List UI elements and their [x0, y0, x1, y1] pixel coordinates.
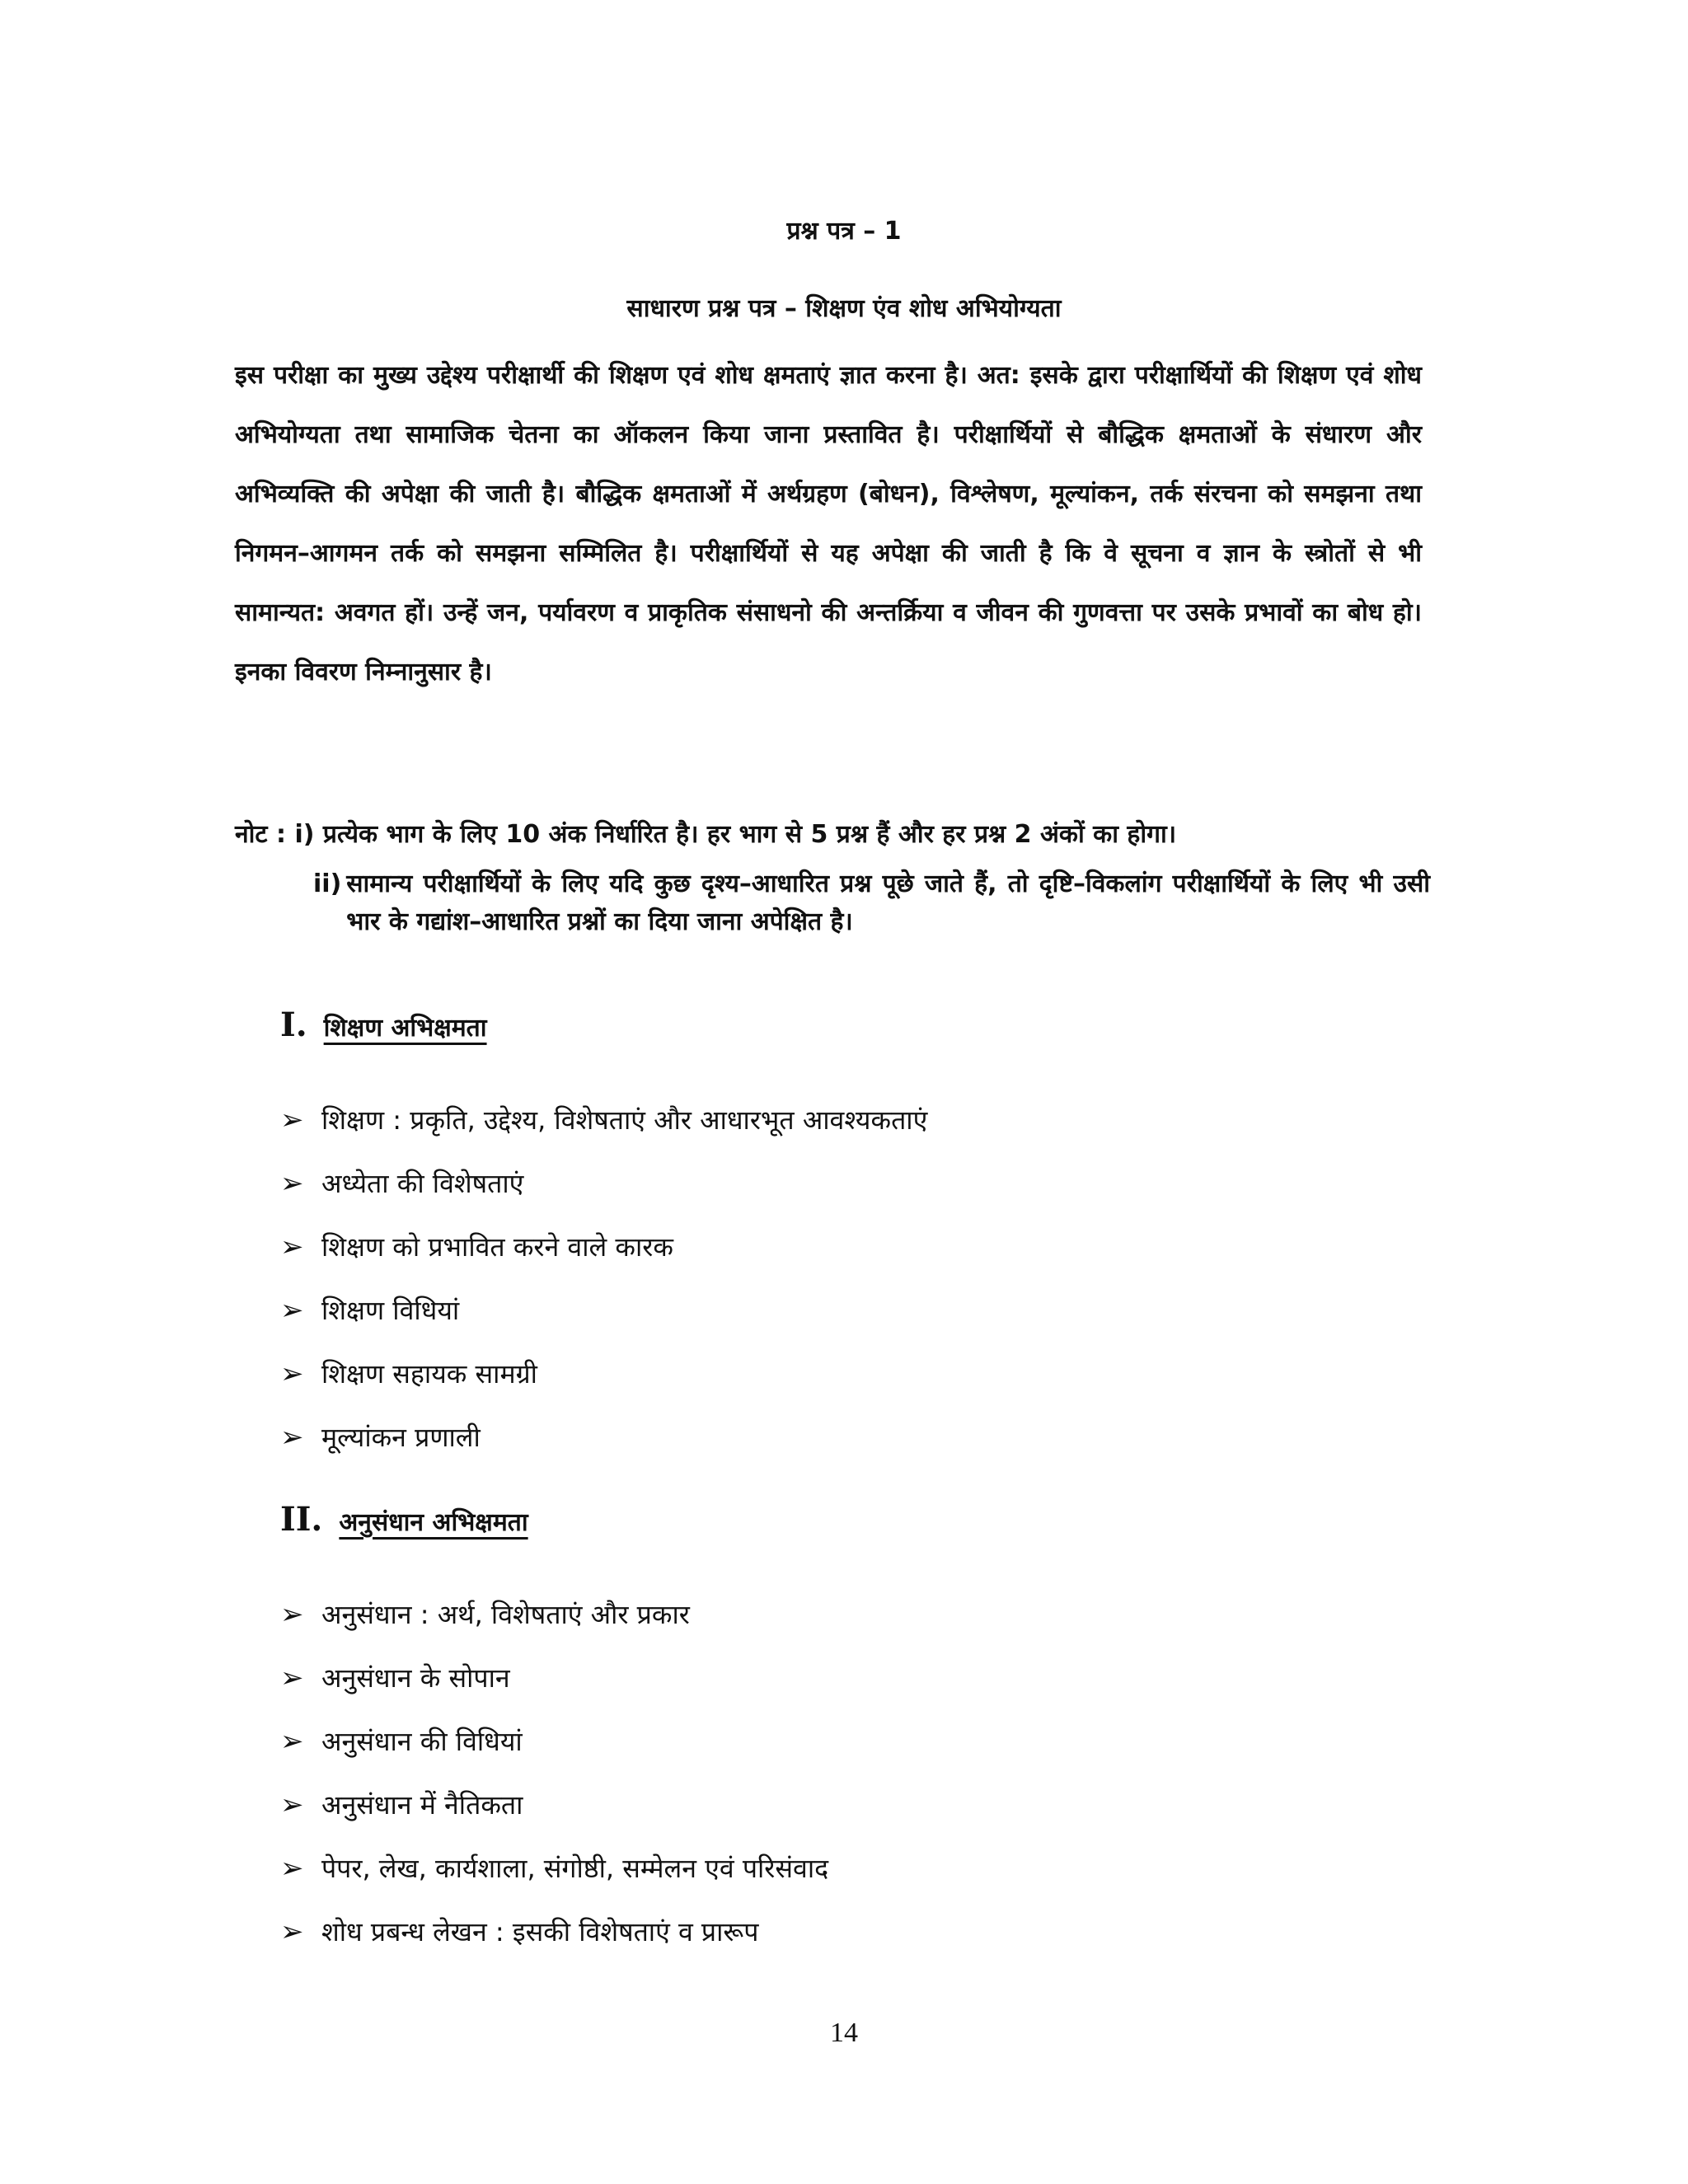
research-aptitude-list	[280, 1582, 828, 1963]
list-item	[280, 1582, 828, 1646]
list-item	[280, 1773, 828, 1836]
list-item-text: अध्येता की विशेषताएं	[321, 1168, 524, 1199]
list-item	[280, 1405, 927, 1469]
list-item-text: शिक्षण को प्रभावित करने वाले कारक	[321, 1231, 673, 1263]
list-item-text: शोध प्रबन्ध लेखन : इसकी विशेषताएं व प्रारूप	[321, 1916, 759, 1947]
list-item-text: शिक्षण विधियां	[321, 1295, 460, 1326]
list-item	[280, 1342, 927, 1405]
arrow-bullet-icon: ➢	[280, 1597, 304, 1631]
arrow-bullet-icon: ➢	[280, 1293, 304, 1327]
list-item	[280, 1151, 927, 1215]
section-title: अनुसंधान अभिक्षमता	[339, 1508, 528, 1537]
list-item	[280, 1088, 927, 1151]
teaching-aptitude-list	[280, 1088, 927, 1469]
arrow-bullet-icon: ➢	[280, 1724, 304, 1758]
note-point-ii-number: ii)	[313, 869, 342, 898]
arrow-bullet-icon: ➢	[280, 1357, 304, 1390]
list-item	[280, 1709, 828, 1773]
section-title: शिक्षण अभिक्षमता	[323, 1014, 487, 1043]
arrow-bullet-icon: ➢	[280, 1420, 304, 1454]
arrow-bullet-icon: ➢	[280, 1103, 304, 1137]
list-item	[280, 1278, 927, 1342]
note-point-i: i) प्रत्येक भाग के लिए 10 अंक निर्धारित है। हर भाग से 5 प्रश्न हैं और हर प्रश्न 2 अंकों का होगा।	[294, 820, 1177, 849]
list-item-text: अनुसंधान के सोपान	[321, 1662, 510, 1694]
note-label: नोट :	[235, 820, 295, 849]
list-item-text: अनुसंधान : अर्थ, विशेषताएं और प्रकार	[321, 1599, 690, 1630]
arrow-bullet-icon: ➢	[280, 1915, 304, 1948]
list-item-text: अनुसंधान की विधियां	[321, 1726, 523, 1757]
section-number: II.	[280, 1500, 323, 1539]
list-item-text: शिक्षण सहायक सामग्री	[321, 1358, 537, 1390]
list-item-text: अनुसंधान में नैतिकता	[321, 1789, 523, 1821]
intro-paragraph: इस परीक्षा का मुख्य उद्देश्य परीक्षार्थी की शिक्षण एवं शोध क्षमताएं ज्ञात करना है। अत: इसके द्वारा परीक्षार्थियों की शिक्षण एवं शोध अभियोग्यता तथा सामाजिक चेतना का ऑकलन किया जाना प्रस्तावित है। परीक्षार्थियों से बौद्धिक क्षमताओं के संधारण और अभिव्यक्ति की अपेक्षा की जाती है। बौद्धिक क्षमताओं में अर्थग्रहण (बोधन), विश्लेषण, मूल्यांकन, तर्क संरचना को समझना तथा निगमन–आगमन तर्क को समझना सम्मिलित है। परीक्षार्थियों से यह अपेक्षा की जाती है कि वे सूचना व ज्ञान के स्त्रोतों से भी सामान्यत: अवगत हों। उन्हें जन, पर्यावरण व प्राकृतिक संसाधनो की अन्तर्क्रिया व जीवन की गुणवत्ता पर उसके प्रभावों का बोध हो। इनका विवरण निम्नानुसार है।	[235, 361, 1422, 687]
note-block	[235, 816, 1430, 941]
note-point-ii: सामान्य परीक्षार्थियों के लिए यदि कुछ दृश्य–आधारित प्रश्न पूछे जाते हैं, तो दृष्टि–विकलांग परीक्षार्थियों के लिए भी उसी भार के गद्यांश–आधारित प्रश्नों का दिया जाना अपेक्षित है।	[346, 869, 1430, 936]
list-item-text: शिक्षण : प्रकृति, उद्देश्य, विशेषताएं और आधारभूत आवश्यकताएं	[321, 1104, 928, 1136]
arrow-bullet-icon: ➢	[280, 1166, 304, 1200]
list-item	[280, 1836, 828, 1900]
arrow-bullet-icon: ➢	[280, 1230, 304, 1263]
list-item-text: मूल्यांकन प्रणाली	[321, 1422, 481, 1453]
list-item	[280, 1215, 927, 1278]
section-heading-research-aptitude	[280, 1500, 528, 1539]
arrow-bullet-icon: ➢	[280, 1661, 304, 1694]
list-item	[280, 1900, 828, 1963]
section-heading-teaching-aptitude	[280, 1005, 487, 1044]
paper-subtitle: साधारण प्रश्न पत्र – शिक्षण एंव शोध अभियोग्यता	[626, 294, 1062, 323]
arrow-bullet-icon: ➢	[280, 1851, 304, 1885]
list-item	[280, 1646, 828, 1709]
page-number: 14	[830, 2018, 858, 2048]
paper-title: प्रश्न पत्र – 1	[786, 217, 902, 246]
section-number: I.	[280, 1005, 307, 1044]
list-item-text: पेपर, लेख, कार्यशाला, संगोष्ठी, सम्मेलन एवं परिसंवाद	[321, 1853, 829, 1884]
arrow-bullet-icon: ➢	[280, 1788, 304, 1821]
